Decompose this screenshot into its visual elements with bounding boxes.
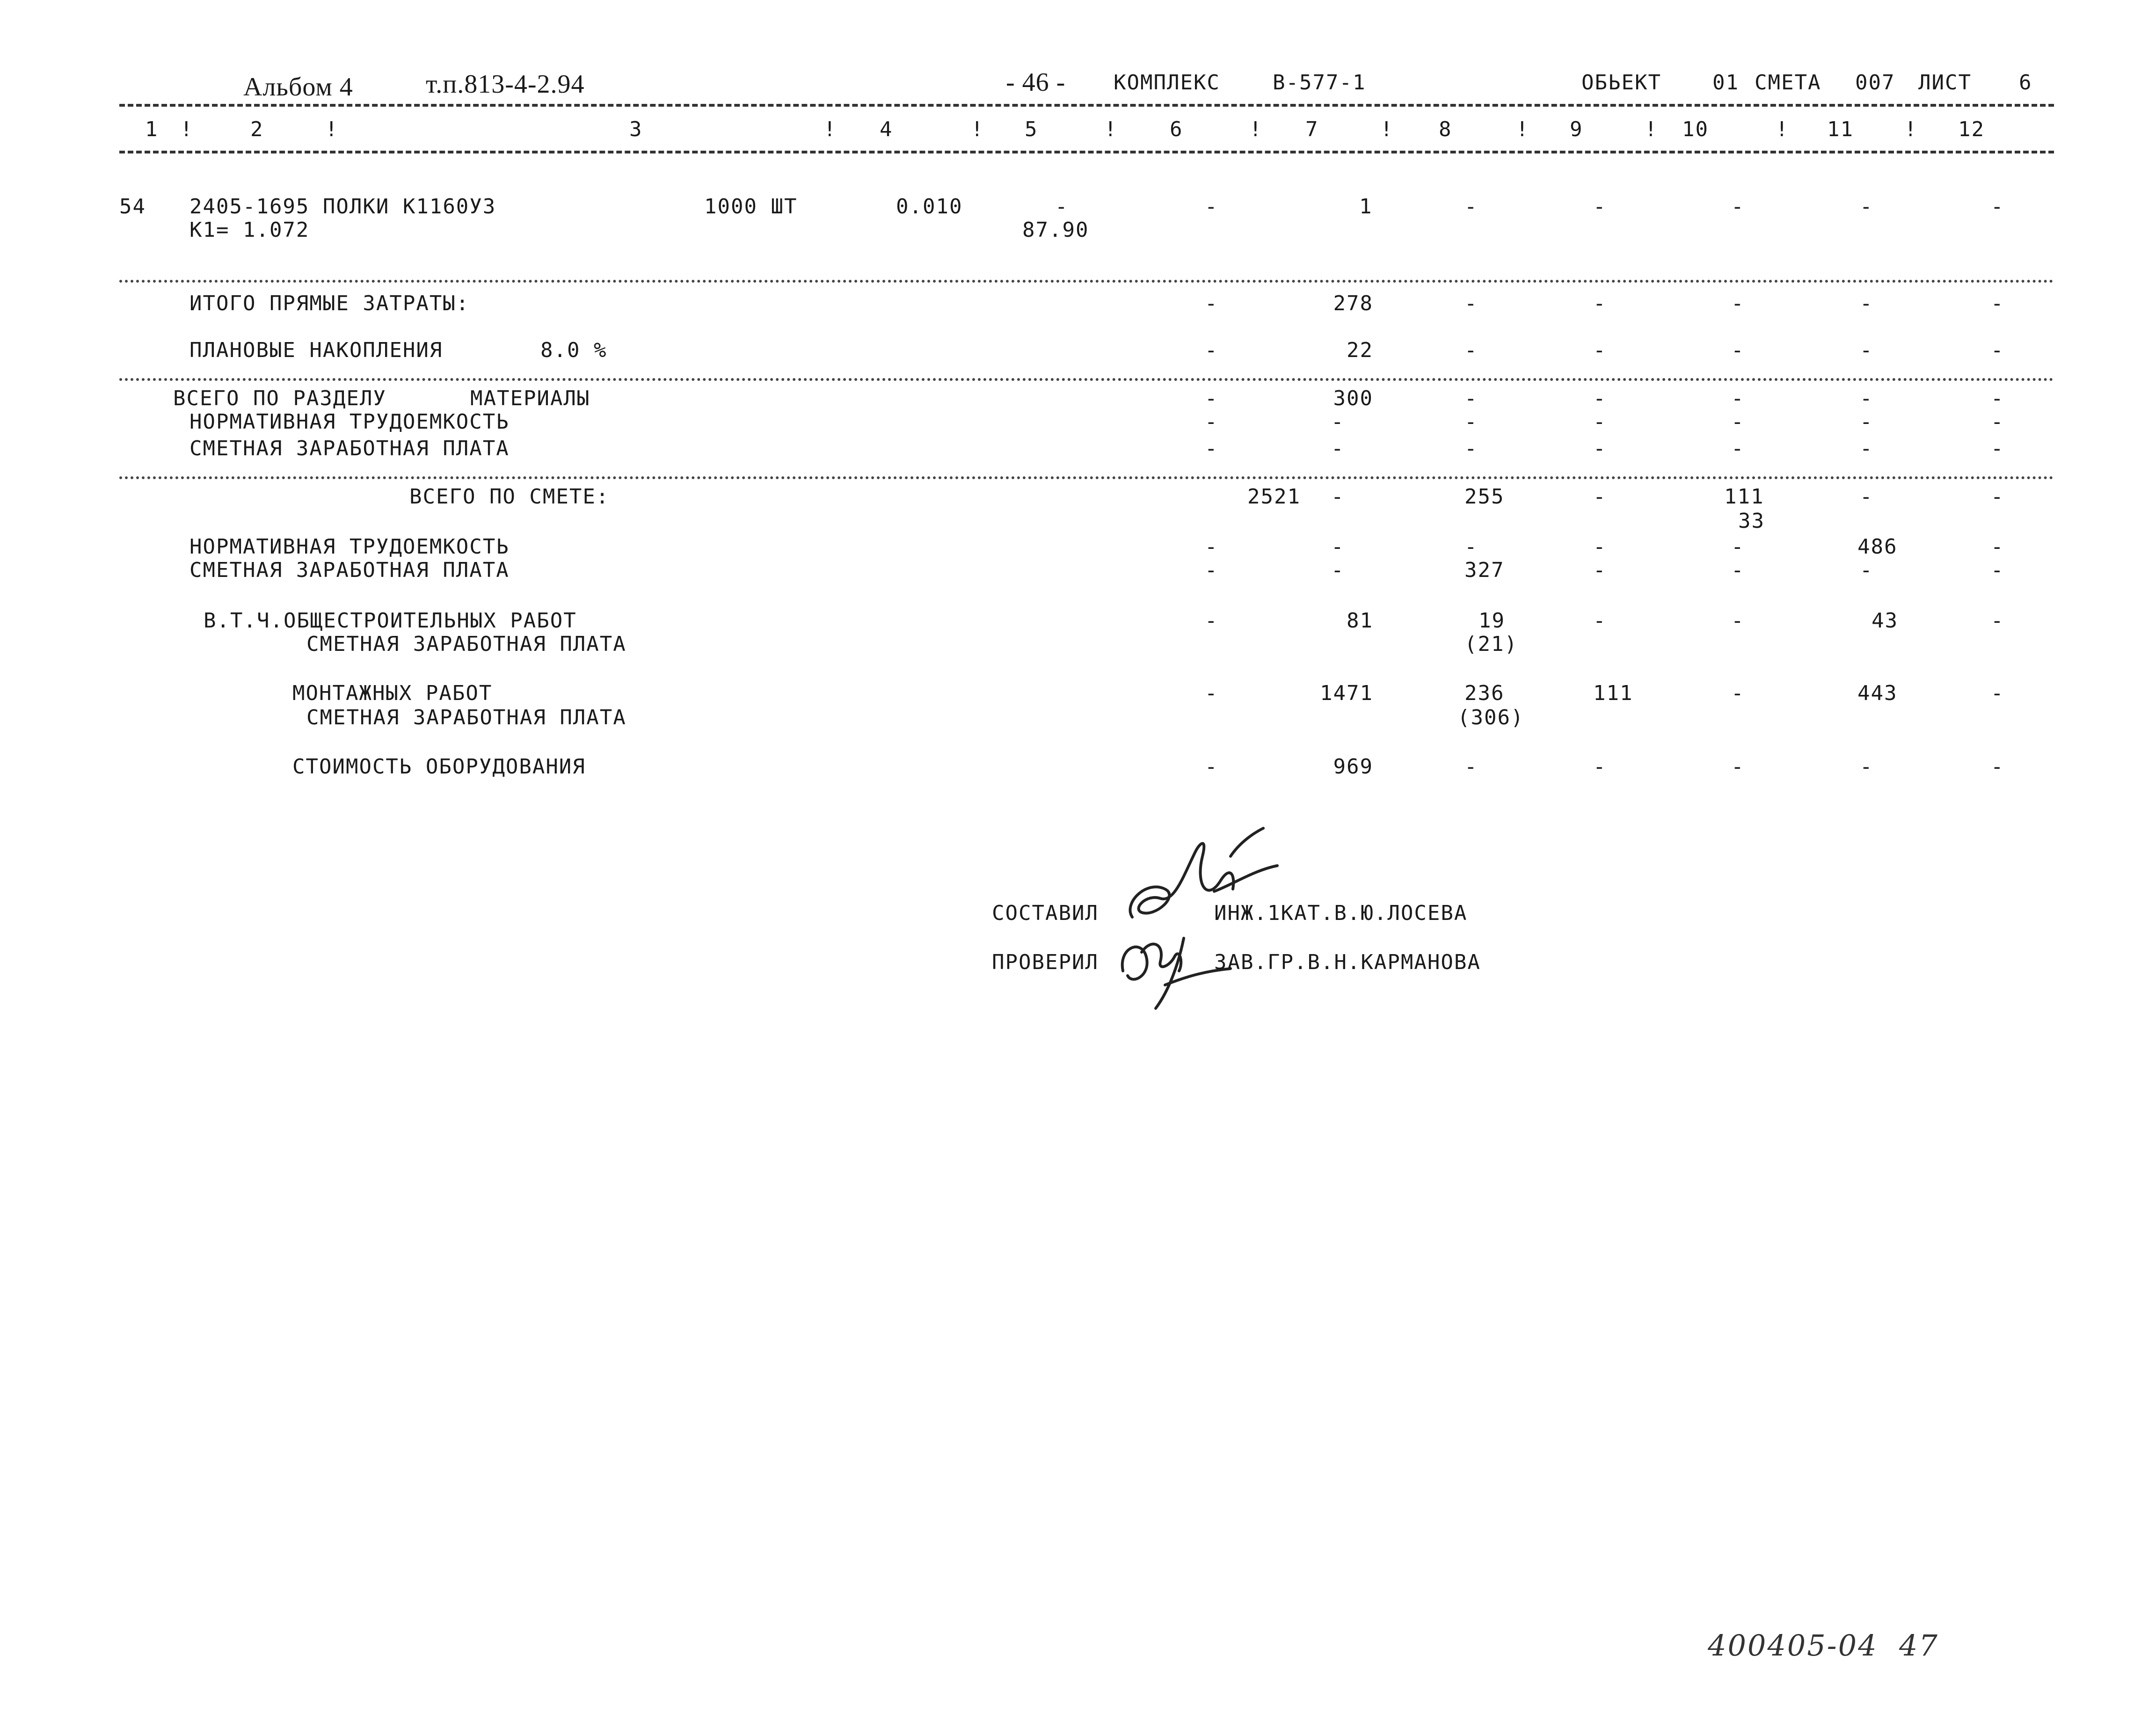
plan-c8: - [1464, 338, 1478, 362]
montazh-c8: 236 [1464, 681, 1505, 705]
item-number: 54 [119, 195, 146, 219]
itogo-c10: - [1731, 292, 1745, 315]
smeta-norm-c12: - [1991, 535, 2004, 559]
item-c7: 1 [1359, 195, 1373, 219]
dotted-rule-1 [119, 280, 2054, 283]
smeta-zp-c10: - [1731, 558, 1745, 582]
razdel-c9: - [1593, 387, 1607, 410]
smeta-zp-c11: - [1860, 558, 1873, 582]
montazh-c7: 1471 [1320, 681, 1373, 705]
item-quantity: 0.010 [896, 195, 963, 219]
column-separator: ! [971, 117, 984, 141]
sostavil-label: СОСТАВИЛ [992, 901, 1099, 925]
razdel-zp-c12: - [1991, 437, 2004, 460]
item-unit: 1000 ШТ [704, 195, 798, 219]
itogo-c11: - [1860, 292, 1873, 315]
column-separator: ! [1516, 117, 1530, 141]
oborud-c9: - [1593, 755, 1607, 779]
column-number: 8 [1439, 117, 1452, 141]
smeta-total-c9: - [1593, 485, 1607, 509]
obshchestr-zp-label: СМЕТНАЯ ЗАРАБОТНАЯ ПЛАТА [306, 632, 626, 656]
obshchestr-c10: - [1731, 609, 1745, 633]
smeta-total-c8: 255 [1464, 485, 1505, 509]
page-number: - 46 - [1006, 68, 1066, 97]
razdel-c10: - [1731, 387, 1745, 410]
oborud-c7: 969 [1333, 755, 1373, 779]
tp-number: т.п.813-4-2.94 [426, 70, 585, 99]
razdel-norm-c11: - [1860, 410, 1873, 434]
column-number: 6 [1170, 117, 1183, 141]
item-c12: - [1991, 195, 2004, 219]
smeta-norm-c9: - [1593, 535, 1607, 559]
item-c5-bottom: 87.90 [1022, 218, 1089, 242]
column-separator: ! [1904, 117, 1918, 141]
column-number: 10 [1682, 117, 1709, 141]
razdel-norm-label: НОРМАТИВНАЯ ТРУДОЕМКОСТЬ [189, 410, 510, 434]
smeta-total-label: ВСЕГО ПО СМЕТЕ: [409, 485, 610, 509]
complex-code: В-577-1 [1273, 71, 1366, 95]
plan-percent: 8.0 % [540, 338, 607, 362]
razdel-norm-c6: - [1205, 410, 1218, 434]
obshchestr-c11: 43 [1872, 609, 1898, 633]
column-number: 5 [1025, 117, 1038, 141]
plan-c10: - [1731, 338, 1745, 362]
smeta-norm-c11: 486 [1857, 535, 1898, 559]
item-c11: - [1860, 195, 1873, 219]
column-number: 1 [145, 117, 159, 141]
smeta-zp-c12: - [1991, 558, 2004, 582]
object-number: 01 [1712, 71, 1739, 95]
itogo-c8: - [1464, 292, 1478, 315]
razdel-zp-c10: - [1731, 437, 1745, 460]
column-separator: ! [325, 117, 339, 141]
obshchestr-c7: 81 [1347, 609, 1373, 633]
oborud-c11: - [1860, 755, 1873, 779]
smeta-label: СМЕТА [1755, 71, 1821, 95]
montazh-c8b: (306) [1457, 706, 1524, 729]
smeta-norm-label: НОРМАТИВНАЯ ТРУДОЕМКОСТЬ [189, 535, 510, 559]
header-rule-top [119, 104, 2054, 107]
oborud-c6: - [1205, 755, 1218, 779]
smeta-number: 007 [1855, 71, 1895, 95]
razdel-norm-c10: - [1731, 410, 1745, 434]
smeta-total-c12: - [1991, 485, 2004, 509]
montazh-c6: - [1205, 681, 1218, 705]
plan-c9: - [1593, 338, 1607, 362]
dotted-rule-2 [119, 378, 2054, 381]
item-c5-top: - [1055, 195, 1069, 219]
smeta-zp-c9: - [1593, 558, 1607, 582]
item-coefficient: К1= 1.072 [189, 218, 310, 242]
razdel-norm-c9: - [1593, 410, 1607, 434]
itogo-label: ИТОГО ПРЯМЫЕ ЗАТРАТЫ: [189, 292, 470, 315]
obshchestr-c6: - [1205, 609, 1218, 633]
smeta-norm-c8: - [1464, 535, 1478, 559]
smeta-norm-c6: - [1205, 535, 1218, 559]
razdel-zp-c9: - [1593, 437, 1607, 460]
column-separator: ! [1380, 117, 1394, 141]
razdel-zp-c8: - [1464, 437, 1478, 460]
column-number: 2 [250, 117, 264, 141]
smeta-zp-c8: 327 [1464, 558, 1505, 582]
column-separator: ! [1776, 117, 1789, 141]
smeta-zp-c7: - [1331, 558, 1345, 582]
plan-c6: - [1205, 338, 1218, 362]
column-number: 4 [880, 117, 893, 141]
proveril-label: ПРОВЕРИЛ [992, 950, 1099, 974]
oborud-label: СТОИМОСТЬ ОБОРУДОВАНИЯ [292, 755, 586, 779]
item-code-name: 2405-1695 ПОЛКИ К1160У3 [189, 195, 496, 219]
obshchestr-label: В.Т.Ч.ОБЩЕСТРОИТЕЛЬНЫХ РАБОТ [204, 609, 577, 633]
smeta-norm-c10: - [1731, 535, 1745, 559]
razdel-c7: 300 [1333, 387, 1373, 410]
obshchestr-c8: 19 [1479, 609, 1505, 633]
itogo-c7: 278 [1333, 292, 1373, 315]
montazh-c9: 111 [1593, 681, 1633, 705]
razdel-norm-c7: - [1331, 410, 1345, 434]
proveril-name: ЗАВ.ГР.В.Н.КАРМАНОВА [1214, 950, 1481, 974]
list-label: ЛИСТ [1918, 71, 1972, 95]
razdel-zp-label: СМЕТНАЯ ЗАРАБОТНАЯ ПЛАТА [189, 437, 510, 460]
razdel-label: ВСЕГО ПО РАЗДЕЛУ [173, 387, 386, 410]
itogo-c9: - [1593, 292, 1607, 315]
smeta-norm-c7: - [1331, 535, 1345, 559]
montazh-c10: - [1731, 681, 1745, 705]
smeta-total-c11: - [1860, 485, 1873, 509]
column-number: 11 [1827, 117, 1854, 141]
obshchestr-c9: - [1593, 609, 1607, 633]
column-number: 9 [1570, 117, 1583, 141]
oborud-c10: - [1731, 755, 1745, 779]
montazh-zp-label: СМЕТНАЯ ЗАРАБОТНАЯ ПЛАТА [306, 706, 626, 729]
item-c8: - [1464, 195, 1478, 219]
razdel-c11: - [1860, 387, 1873, 410]
obshchestr-c8b: (21) [1464, 632, 1518, 656]
list-number: 6 [2019, 71, 2032, 95]
plan-c12: - [1991, 338, 2004, 362]
razdel-sub-label: МАТЕРИАЛЫ [470, 387, 590, 410]
razdel-c8: - [1464, 387, 1478, 410]
razdel-norm-c8: - [1464, 410, 1478, 434]
column-separator: ! [823, 117, 837, 141]
smeta-zp-c6: - [1205, 558, 1218, 582]
column-separator: ! [1104, 117, 1118, 141]
plan-c11: - [1860, 338, 1873, 362]
smeta-total-c10b: 33 [1738, 509, 1765, 533]
smeta-total-c7: - [1331, 485, 1345, 509]
razdel-c12: - [1991, 387, 2004, 410]
column-separator: ! [1249, 117, 1263, 141]
razdel-norm-c12: - [1991, 410, 2004, 434]
object-label: ОБЬЕКТ [1581, 71, 1661, 95]
dotted-rule-3 [119, 476, 2054, 479]
montazh-c12: - [1991, 681, 2004, 705]
item-c6: - [1205, 195, 1218, 219]
column-separator: ! [180, 117, 194, 141]
itogo-c6: - [1205, 292, 1218, 315]
oborud-c12: - [1991, 755, 2004, 779]
column-number: 7 [1305, 117, 1319, 141]
itogo-c12: - [1991, 292, 2004, 315]
item-c9: - [1593, 195, 1607, 219]
smeta-total-c10: 111 [1724, 485, 1764, 509]
oborud-c8: - [1464, 755, 1478, 779]
header-rule-bottom [119, 151, 2054, 153]
column-number: 12 [1958, 117, 1985, 141]
razdel-zp-c6: - [1205, 437, 1218, 460]
montazh-label: МОНТАЖНЫХ РАБОТ [292, 681, 493, 705]
montazh-c11: 443 [1857, 681, 1898, 705]
smeta-total-c6: 2521 [1247, 485, 1301, 509]
item-c10: - [1731, 195, 1745, 219]
razdel-c6: - [1205, 387, 1218, 410]
sostavil-name: ИНЖ.1КАТ.В.Ю.ЛОСЕВА [1214, 901, 1468, 925]
complex-label: КОМПЛЕКС [1114, 71, 1220, 95]
column-number: 3 [629, 117, 643, 141]
razdel-zp-c11: - [1860, 437, 1873, 460]
plan-label: ПЛАНОВЫЕ НАКОПЛЕНИЯ [189, 338, 443, 362]
plan-c7: 22 [1347, 338, 1373, 362]
obshchestr-c12: - [1991, 609, 2004, 633]
album-label: Альбом 4 [243, 73, 353, 102]
column-separator: ! [1645, 117, 1658, 141]
smeta-zp-label: СМЕТНАЯ ЗАРАБОТНАЯ ПЛАТА [189, 558, 510, 582]
handwritten-document-number: 400405-04 47 [1708, 1628, 1939, 1663]
razdel-zp-c7: - [1331, 437, 1345, 460]
